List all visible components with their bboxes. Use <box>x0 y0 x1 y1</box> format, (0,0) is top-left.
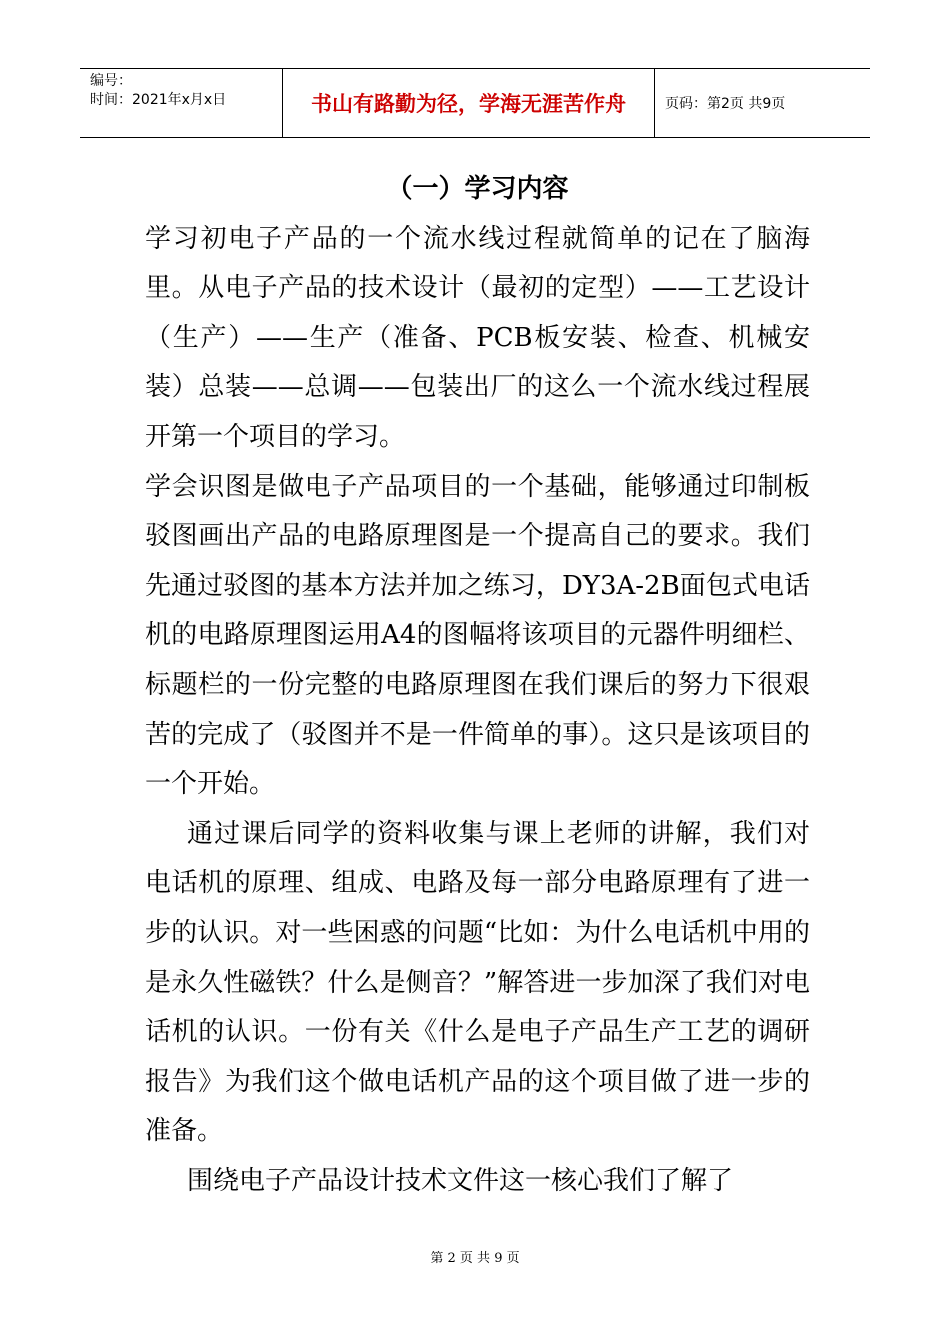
paragraph: 学会识图是做电子产品项目的一个基础，能够通过印制板驳图画出产品的电路原理图是一个提高自己的要求。我们先通过驳图的基本方法并加之练习，DY3A-2B面包式电话机的电路原理图运用A4的图幅将该项目的元器件明细栏、标题栏的一份完整的电路原理图在我们课后的努力下很艰苦的完成了（驳图并不是一件简单的事）。这只是该项目的一个开始。 <box>145 471 810 800</box>
document-header <box>80 68 870 138</box>
header-motto: 书山有路勤为径，学海无涯苦作舟 <box>283 69 655 137</box>
paragraph: 学习初电子产品的一个流水线过程就简单的记在了脑海里。从电子产品的技术设计（最初的定型）——工艺设计（生产）——生产（准备、PCB板安装、检查、机械安装）总装——总调——包装出厂的这么一个流水线过程展开第一个项目的学习。 <box>145 223 810 452</box>
section-title: （一）学习内容 <box>386 174 569 204</box>
header-page-info: 页码：第2页 共9页 <box>665 96 786 112</box>
paragraph: 围绕电子产品设计技术文件这一核心我们了解了 <box>187 1165 734 1196</box>
paragraph: 通过课后同学的资料收集与课上老师的讲解，我们对电话机的原理、组成、电路及每一部分电路原理有了进一步的认识。对一些困惑的问题“比如：为什么电话机中用的是永久性磁铁？什么是侧音？”解答进一步加深了我们对电话机的认识。一份有关《什么是电子产品生产工艺的调研报告》为我们这个做电话机产品的这个项目做了进一步的准备。 <box>145 818 810 1147</box>
header-meta <box>80 69 283 137</box>
number-label: 编号： <box>90 73 132 89</box>
time-label: 时间：2021年x月x日 <box>90 92 227 108</box>
document-body <box>145 165 810 1206</box>
page-footer: 第 2 页 共 9 页 <box>430 1251 520 1266</box>
